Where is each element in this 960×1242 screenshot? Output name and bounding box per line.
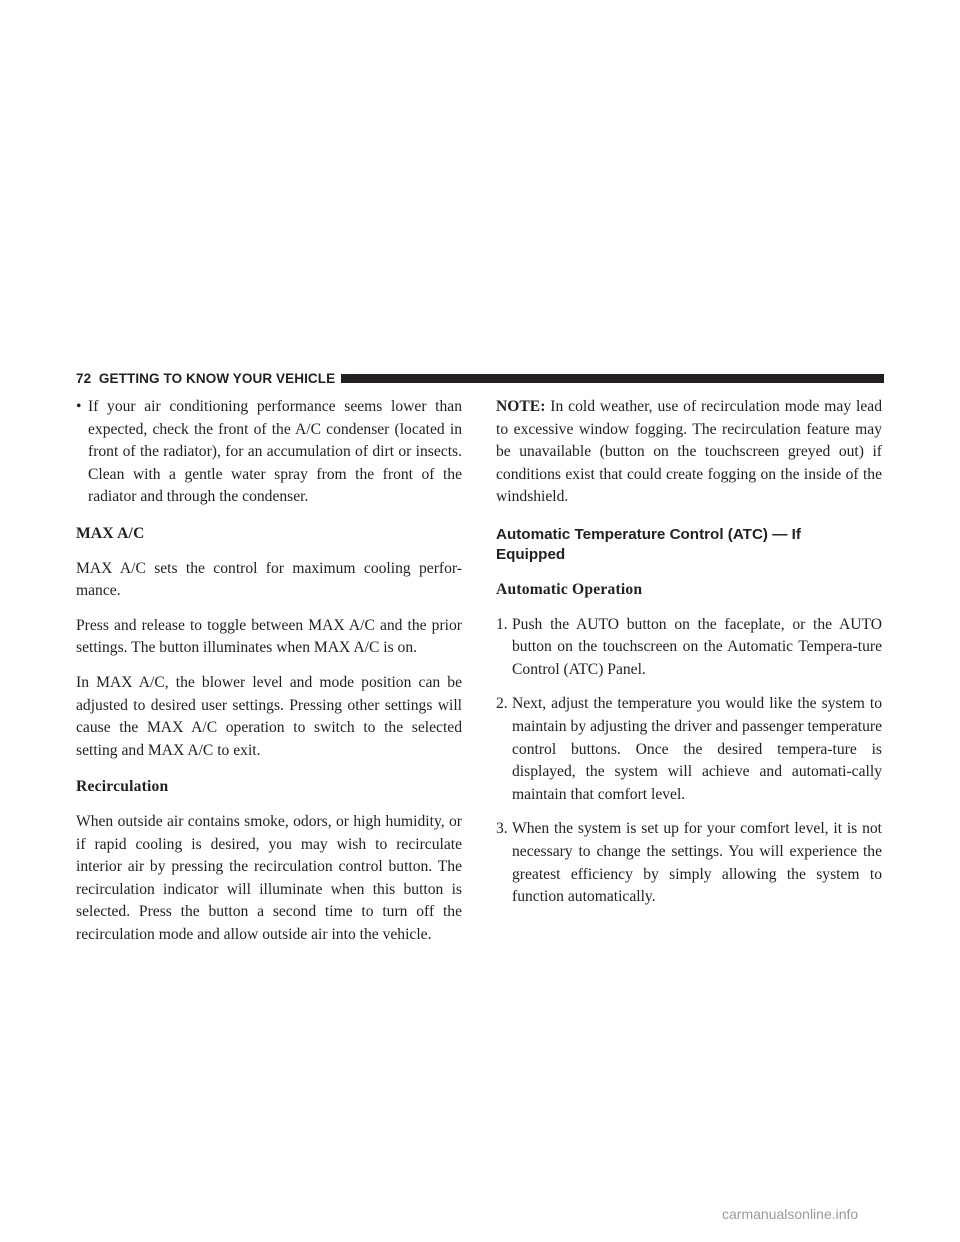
step-text: When the system is set up for your comfort level, it is not necessary to change the settings. You will experience the greatest efficiency by simply allowing the system to function automatically. bbox=[512, 820, 882, 906]
page-number: 72 bbox=[76, 370, 92, 386]
step-text: Push the AUTO button on the faceplate, or the AUTO button on the touchscreen on the Automatic Tempera-ture Control (ATC) Panel. bbox=[512, 615, 882, 678]
step-number: 3. bbox=[496, 820, 508, 838]
atc-heading: Automatic Temperature Control (ATC) — If Equipped bbox=[496, 525, 801, 563]
step-number: 1. bbox=[496, 615, 508, 633]
note-paragraph bbox=[496, 396, 882, 509]
max-ac-heading: MAX A/C bbox=[76, 524, 145, 542]
header-rule bbox=[341, 374, 884, 383]
left-column bbox=[76, 396, 462, 946]
bullet-dot-icon: • bbox=[76, 398, 82, 415]
bullet-item bbox=[76, 396, 462, 509]
note-text: In cold weather, use of recirculation mode may lead to excessive window fogging. The recirculation feature may be unavailable (button on the touchscreen greyed out) if conditions exist that could create fogging on the inside of the windshield. bbox=[496, 398, 882, 506]
section-title: GETTING TO KNOW YOUR VEHICLE bbox=[98, 370, 336, 386]
watermark: carmanualsonline.info bbox=[722, 1206, 859, 1222]
right-column bbox=[496, 396, 882, 909]
list-item bbox=[496, 693, 882, 806]
max-ac-paragraph-2: Press and release to toggle between MAX A/C and the prior settings. The button illuminates when MAX A/C is on. bbox=[76, 616, 462, 657]
list-item bbox=[496, 614, 882, 682]
max-ac-paragraph-1: MAX A/C sets the control for maximum cooling perfor-mance. bbox=[76, 559, 462, 600]
page-header bbox=[76, 370, 884, 386]
note-label: NOTE: bbox=[496, 398, 546, 415]
list-item bbox=[496, 818, 882, 908]
automatic-operation-heading: Automatic Operation bbox=[496, 580, 643, 598]
bullet-text: If your air conditioning performance seems lower than expected, check the front of the A/C condenser (located in front of the radiator), for an accumulation of dirt or insects. Clean with a gentle water spray from the front of the radiator and through the condenser. bbox=[88, 398, 462, 506]
max-ac-paragraph-3: In MAX A/C, the blower level and mode position can be adjusted to desired user settings. Pressing other settings will cause the MAX A/C operation to switch to the selected setting and MAX A/C to exit. bbox=[76, 673, 462, 759]
step-number: 2. bbox=[496, 695, 508, 713]
recirculation-heading: Recirculation bbox=[76, 778, 169, 796]
step-text: Next, adjust the temperature you would like the system to maintain by adjusting the driver and passenger temperature control buttons. Once the desired tempera-ture is displayed, the system will achieve and automati-cally maintain that comfort level. bbox=[512, 695, 882, 803]
recirculation-paragraph: When outside air contains smoke, odors, or high humidity, or if rapid cooling is desired, you may wish to recirculate interior air by pressing the recirculation control button. The recirculation indicator will illuminate when this button is selected. Press the button a second time to turn off the recirculation mode and allow outside air into the vehicle. bbox=[76, 812, 462, 943]
